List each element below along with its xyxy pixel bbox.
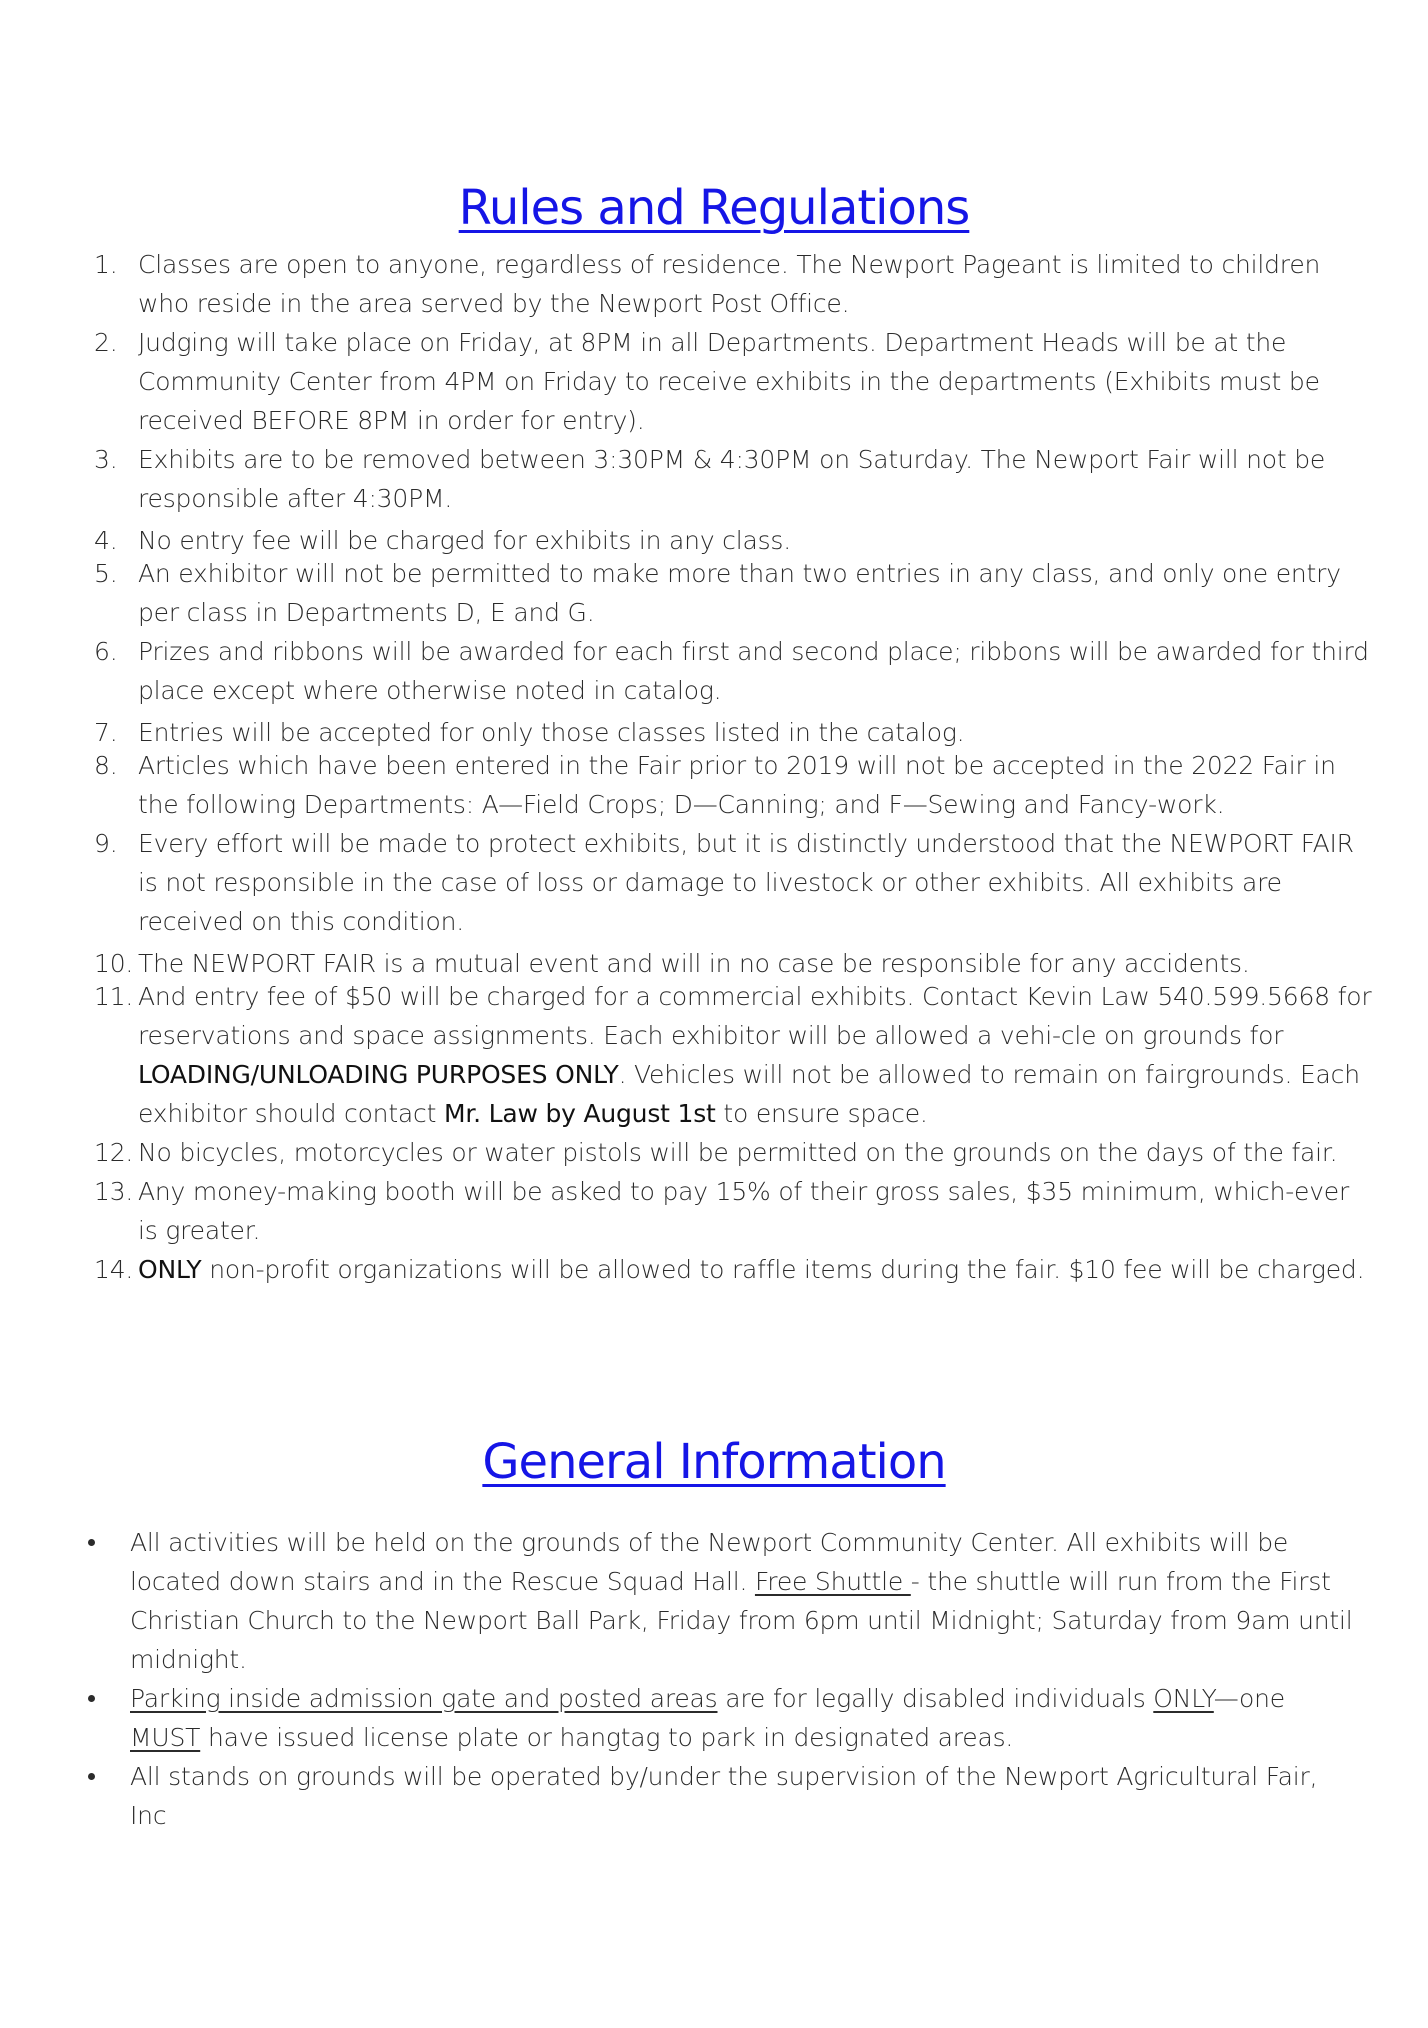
rule-item <box>94 323 1374 440</box>
bullet-icon <box>88 1539 95 1546</box>
rule-text: Articles which have been entered in the Fair prior to 2019 will not be accepted in the 2022 Fair in the following Departments: A—Field Crops; D—Canning; and F—Sewing and Fancy-work. <box>138 751 1336 819</box>
rule-text: Judging will take place on Friday, at 8PM in all Departments. Department Heads will be at the Community Center from 4PM on Friday to receive exhibits in the departments (Exhibits must be received BEFORE 8PM in order for entry). <box>138 328 1320 435</box>
rule-text: No bicycles, motorcycles or water pistols will be permitted on the grounds on the days of the fair. <box>138 1138 1338 1167</box>
parking-text: Parking inside admission gate and posted areas <box>130 1684 718 1713</box>
bullet-icon <box>88 1695 95 1702</box>
rule-number: 11. <box>94 982 134 1011</box>
rule-number: 9. <box>94 829 118 858</box>
rule-item <box>94 1250 1374 1289</box>
rule-item <box>94 245 1374 323</box>
rule-number: 3. <box>94 445 118 474</box>
general-item <box>86 1757 1356 1835</box>
rule-number: 10. <box>94 949 134 978</box>
rule-text: Entries will be accepted for only those classes listed in the catalog. <box>138 718 965 747</box>
rule-text: Prizes and ribbons will be awarded for each first and second place; ribbons will be awarded for third place except where otherwise noted in catalog. <box>138 637 1369 705</box>
general-text-part: have issued license plate or hangtag to park in designated areas. <box>200 1723 1014 1752</box>
must-emphasis: MUST <box>130 1723 201 1752</box>
general-information-title: General Information <box>482 1434 946 1490</box>
rules-list <box>94 245 1374 1289</box>
general-text-part: are for legally disabled individuals <box>717 1684 1154 1713</box>
rule-text-part: non-profit organizations will be allowed to raffle items during the fair. $10 fee will be charged. <box>201 1255 1365 1284</box>
rule-text: Every effort will be made to protect exhibits, but it is distinctly understood that the NEWPORT FAIR is not responsible in the case of loss or damage to livestock or other exhibits. All exhibits are received on this condition. <box>138 829 1354 936</box>
free-shuttle-text: Free Shuttle <box>754 1567 911 1596</box>
bullet-icon <box>88 1773 95 1780</box>
general-text-part: —one <box>1213 1684 1285 1713</box>
rule-text: Exhibits are to be removed between 3:30PM & 4:30PM on Saturday. The Newport Fair will not be responsible after 4:30PM. <box>138 445 1326 513</box>
rule-item <box>94 440 1374 518</box>
rule-number: 1. <box>94 250 118 279</box>
rule-number: 7. <box>94 718 118 747</box>
rule-text <box>138 1255 1364 1284</box>
rule-text-emphasis: LOADING/UNLOADING PURPOSES ONLY <box>138 1060 619 1089</box>
rule-text: No entry fee will be charged for exhibits in any class. <box>138 526 791 555</box>
rule-text: An exhibitor will not be permitted to make more than two entries in any class, and only one entry per class in Departments D, E and G. <box>138 559 1341 627</box>
rule-text-emphasis: ONLY <box>138 1255 202 1284</box>
rule-item <box>94 746 1374 824</box>
rule-number: 5. <box>94 559 118 588</box>
general-information-list <box>86 1523 1356 1835</box>
only-emphasis: ONLY <box>1153 1684 1214 1713</box>
rule-text <box>138 982 1371 1128</box>
rule-number: 14. <box>94 1255 134 1284</box>
rule-number: 4. <box>94 526 118 555</box>
rule-number: 6. <box>94 637 118 666</box>
general-item <box>86 1523 1356 1679</box>
rule-item <box>94 824 1374 941</box>
rule-number: 8. <box>94 751 118 780</box>
rule-text: Any money-making booth will be asked to pay 15% of their gross sales, $35 minimum, which-ever is greater. <box>138 1177 1350 1245</box>
rule-item <box>94 554 1374 632</box>
rule-text-part: . Vehicles will not be allowed to remain on fairgrounds. Each exhibitor should contact <box>138 1060 1360 1128</box>
general-text-part: All stands on grounds will be operated by/under the supervision of the Newport Agricultural Fair, Inc <box>130 1762 1318 1830</box>
rule-item <box>94 632 1374 710</box>
rule-text-emphasis: Mr. Law by August 1st <box>443 1099 716 1128</box>
general-item <box>86 1679 1356 1757</box>
rule-text: Classes are open to anyone, regardless of residence. The Newport Pageant is limited to children who reside in the area served by the Newport Post Office. <box>138 250 1321 318</box>
rule-number: 12. <box>94 1138 134 1167</box>
general-text-part: - the shuttle will run from the First Christian Church to the Newport Ball Park, Friday from 6pm until Midnight; Saturday from 9am until midnight. <box>130 1567 1353 1674</box>
rules-title: Rules and Regulations <box>458 180 970 236</box>
general-text-part: All activities will be held on the grounds of the Newport Community Center. All exhibits will be located down stairs and in the Rescue Squad Hall. <box>130 1528 1289 1596</box>
rule-text: The NEWPORT FAIR is a mutual event and will in no case be responsible for any accidents. <box>138 949 1250 978</box>
rule-item <box>94 977 1374 1133</box>
rule-number: 13. <box>94 1177 134 1206</box>
rule-item <box>94 1172 1374 1250</box>
rule-number: 2. <box>94 328 118 357</box>
rule-text-part: to ensure space. <box>715 1099 928 1128</box>
rule-text-part: And entry fee of $50 will be charged for a commercial exhibits. Contact Kevin Law 540.599.5668 for reservations and space assignments. Each exhibitor will be allowed a vehi-cle on grounds for <box>138 982 1372 1050</box>
rule-item <box>94 1133 1374 1172</box>
